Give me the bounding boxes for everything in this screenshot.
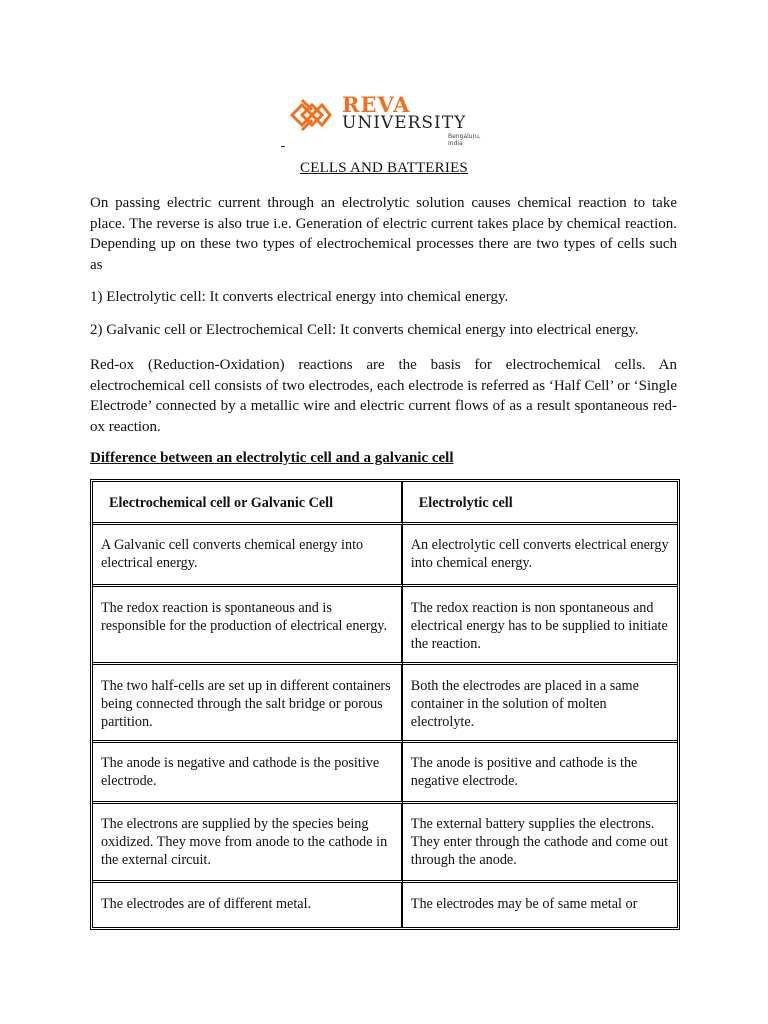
intro-paragraph: On passing electric current through an electrolytic solution causes chemical reaction to take place. The reverse is also true i.e. Generation of electric current takes place by chemical reaction. Depending up on these two types of electrochemical processes there are two types of cells such as bbox=[90, 195, 677, 273]
list-item-galvanic: 2) Galvanic cell or Electrochemical Cell: It converts chemical energy into electrical energy. bbox=[90, 322, 639, 338]
table-row bbox=[93, 525, 677, 587]
table-row bbox=[93, 665, 677, 743]
table-cell: The two half-cells are set up in different containers being connected through the salt bridge or porous partition. bbox=[93, 665, 403, 743]
university-logo bbox=[288, 92, 488, 147]
underscore-mark bbox=[281, 136, 285, 147]
table-cell: The electrons are supplied by the species being oxidized. They move from anode to the cathode in the external circuit. bbox=[93, 804, 403, 883]
redox-paragraph: Red-ox (Reduction-Oxidation) reactions are the basis for electrochemical cells. An electrochemical cell consists of two electrodes, each electrode is referred as ‘Half Cell’ or ‘Single Electrode’ connected by a metallic wire and electric current flows of as a result spontaneous red-ox reaction. bbox=[90, 357, 677, 435]
table-header-row bbox=[93, 482, 677, 525]
table-cell: The redox reaction is spontaneous and is responsible for the production of electrical energy. bbox=[93, 587, 403, 665]
logo-location: Bengaluru, India bbox=[448, 133, 481, 147]
table-row bbox=[93, 804, 677, 883]
table-cell: The anode is positive and cathode is the negative electrode. bbox=[403, 743, 677, 804]
table-cell: A Galvanic cell converts chemical energy into electrical energy. bbox=[93, 525, 403, 587]
table-cell: The electrodes are of different metal. bbox=[93, 883, 403, 927]
comparison-table bbox=[90, 479, 680, 930]
header-electrolytic: Electrolytic cell bbox=[403, 482, 677, 525]
table-cell: The external battery supplies the electrons. They enter through the cathode and come out through the anode. bbox=[403, 804, 677, 883]
list-item-electrolytic: 1) Electrolytic cell: It converts electrical energy into chemical energy. bbox=[90, 289, 509, 305]
table-cell: The redox reaction is non spontaneous and electrical energy has to be supplied to initiate the reaction. bbox=[403, 587, 677, 665]
table-row bbox=[93, 743, 677, 804]
logo-university: UNIVERSITY bbox=[342, 113, 467, 133]
header-galvanic: Electrochemical cell or Galvanic Cell bbox=[93, 482, 403, 525]
logo-brand: REVA bbox=[342, 92, 411, 117]
table-heading: Difference between an electrolytic cell and a galvanic cell bbox=[90, 450, 454, 466]
table-cell: The electrodes may be of same metal or bbox=[410, 896, 638, 912]
knot-emblem-icon bbox=[288, 96, 334, 134]
table-cell: An electrolytic cell converts electrical energy into chemical energy. bbox=[403, 525, 677, 587]
table-row bbox=[93, 883, 677, 927]
table-cell: Both the electrodes are placed in a same container in the solution of molten electrolyte. bbox=[403, 665, 677, 743]
table-row bbox=[93, 587, 677, 665]
table-cell: The anode is negative and cathode is the positive electrode. bbox=[93, 743, 403, 804]
page-title: CELLS AND BATTERIES bbox=[300, 160, 468, 176]
